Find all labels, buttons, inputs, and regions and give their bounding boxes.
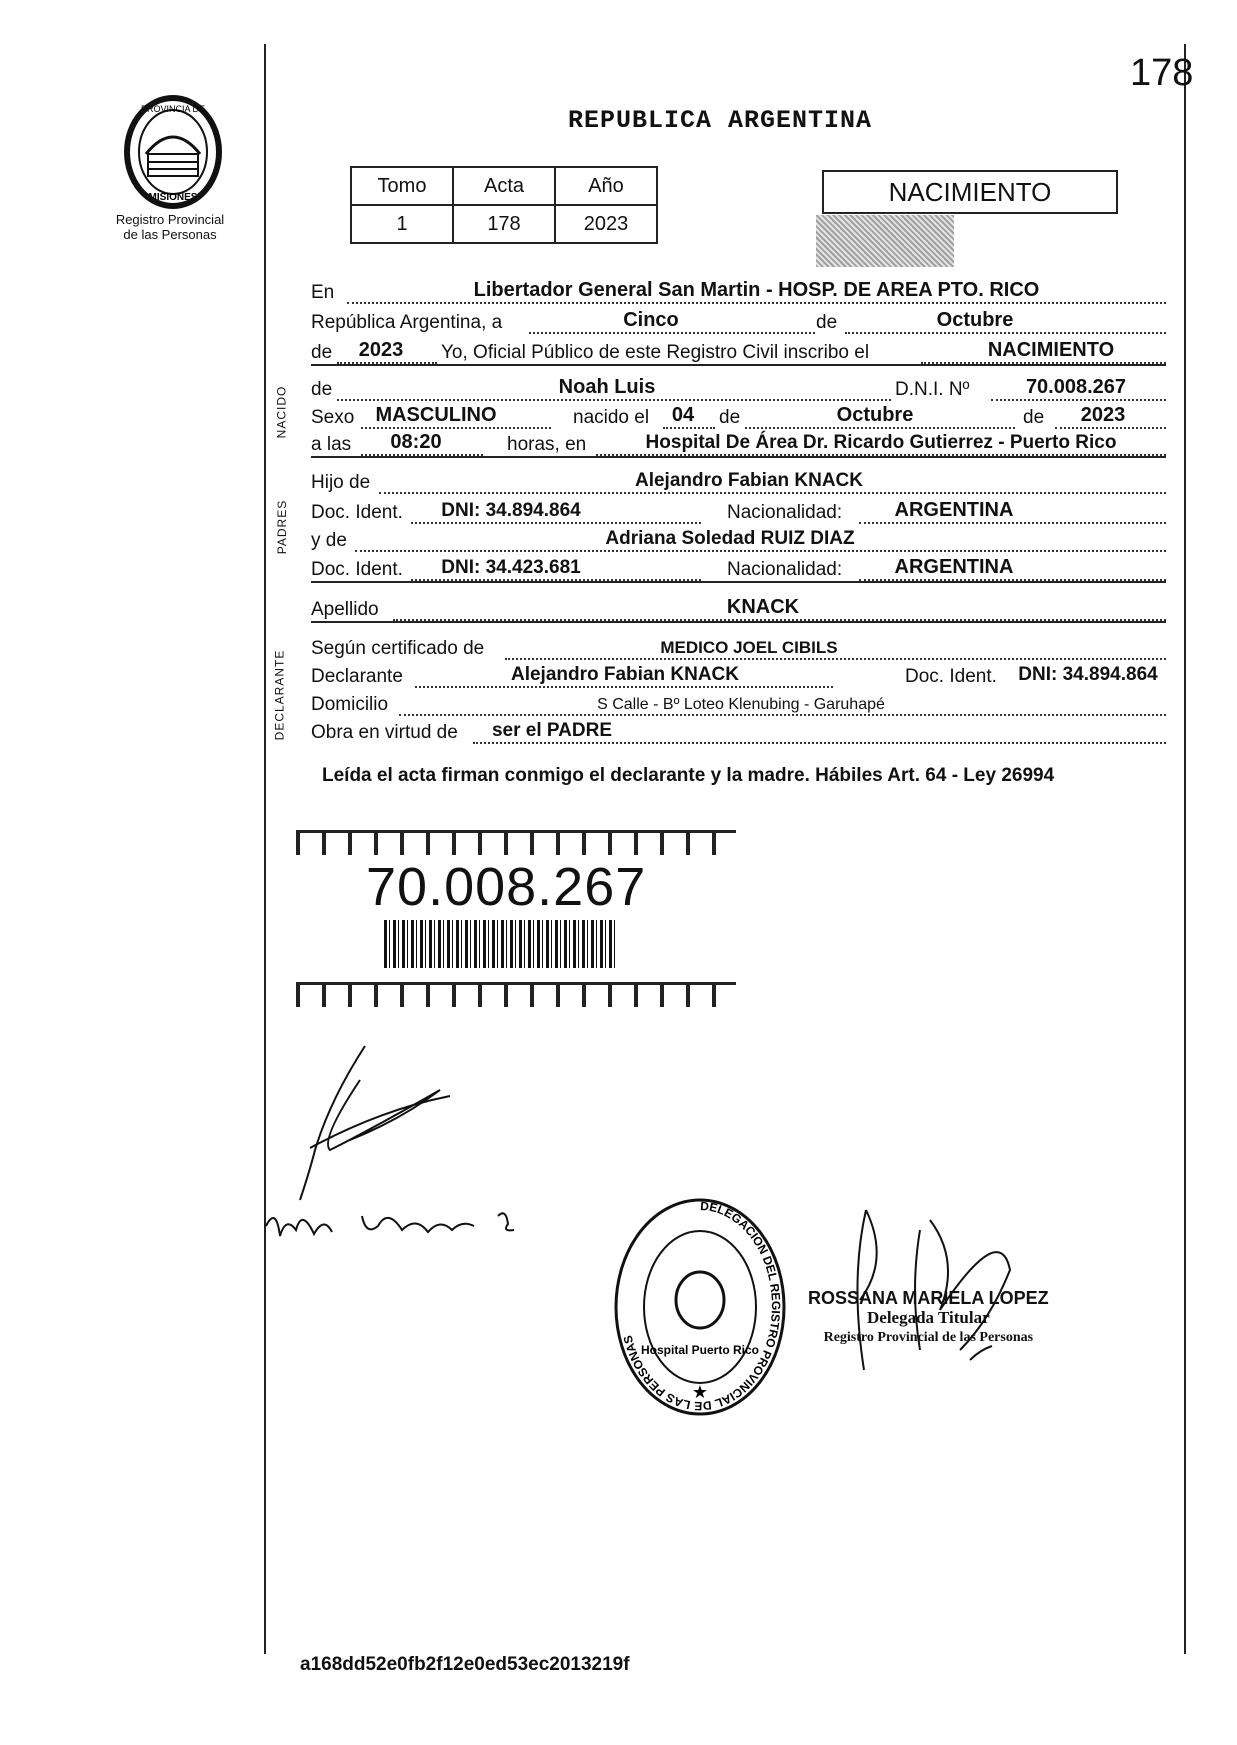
logo-bottom-text: MISIONES	[148, 192, 198, 203]
day-words-value: Cinco	[623, 309, 679, 331]
mother-signature	[262, 1196, 532, 1266]
label-sexo: Sexo	[311, 407, 355, 428]
inscribed-type-value: NACIMIENTO	[987, 339, 1115, 361]
id-barcode	[384, 920, 616, 968]
value-acta: 178	[453, 205, 555, 243]
place-value: Libertador General San Martin - HOSP. DE AREA PTO. RICO	[473, 279, 1040, 301]
label-doc-ident-3: Doc. Ident.	[905, 666, 997, 687]
label-segun-certificado: Según certificado de	[311, 638, 485, 659]
surname-value: KNACK	[726, 596, 800, 618]
row-declarant-role	[311, 720, 1166, 746]
label-domicilio: Domicilio	[311, 694, 389, 715]
row-child-name	[311, 377, 1166, 403]
notes-text: Leída el acta firman conmigo el declarante y la madre. Hábiles Art. 64 - Ley 26994	[322, 765, 1055, 786]
security-stamp	[816, 215, 954, 267]
label-nacionalidad-2: Nacionalidad:	[727, 559, 843, 580]
right-margin-line	[1184, 44, 1186, 1654]
sex-value: MASCULINO	[375, 404, 497, 426]
row-time-place	[311, 432, 1166, 458]
father-nationality-value: ARGENTINA	[894, 499, 1014, 521]
row-en	[311, 280, 1166, 306]
label-de-3: de	[311, 379, 333, 400]
label-a-las: a las	[311, 434, 352, 455]
record-table-header	[351, 167, 657, 205]
row-sex	[311, 405, 1166, 431]
label-hijo-de: Hijo de	[311, 472, 371, 493]
record-table	[350, 166, 658, 244]
side-label-nacido: NACIDO	[274, 385, 289, 439]
official-seal	[612, 1196, 788, 1418]
mother-nationality-value: ARGENTINA	[894, 556, 1014, 578]
father-signature	[290, 1040, 460, 1210]
row-declarant	[311, 664, 1166, 690]
label-obra-en-virtud: Obra en virtud de	[311, 722, 458, 743]
birth-place-value: Hospital De Área Dr. Ricardo Gutierrez - Puerto Rico	[645, 432, 1117, 453]
label-yo-oficial: Yo, Oficial Público de este Registro Civil inscribo el	[441, 342, 870, 363]
row-address	[311, 692, 1166, 718]
row-mother	[311, 528, 1166, 554]
record-type-box: NACIMIENTO	[822, 170, 1118, 214]
official-title: Delegada Titular	[867, 1308, 990, 1327]
header-tomo: Tomo	[351, 167, 453, 205]
mother-doc-value: DNI: 34.423.681	[441, 557, 581, 578]
label-nacionalidad-1: Nacionalidad:	[727, 502, 843, 523]
label-en: En	[311, 282, 335, 303]
declarant-role-value: ser el PADRE	[491, 720, 613, 741]
label-dni: D.N.I. Nº	[895, 379, 970, 400]
seal-inner-text: Hospital Puerto Rico	[640, 1343, 760, 1357]
label-doc-ident-1: Doc. Ident.	[311, 502, 403, 523]
row-republica	[311, 310, 1166, 336]
label-de-1: de	[816, 312, 838, 333]
birth-month-value: Octubre	[836, 404, 914, 426]
birth-year-value: 2023	[1080, 404, 1126, 426]
row-inscribe	[311, 340, 1166, 366]
record-table-values	[351, 205, 657, 243]
logo-caption: Registro Provincial de las Personas	[115, 212, 225, 242]
month-value: Octubre	[936, 309, 1014, 331]
declarant-value: Alejandro Fabian KNACK	[510, 664, 740, 685]
logo-top-text: PROVINCIA DE	[140, 104, 206, 114]
time-value: 08:20	[390, 431, 442, 453]
birth-day-value: 04	[671, 404, 695, 426]
side-label-declarante: DECLARANTE	[272, 649, 287, 741]
row-father-doc	[311, 500, 1166, 526]
svg-text:★: ★	[691, 1382, 709, 1403]
address-value: S Calle - Bº Loteo Klenubing - Garuhapé	[597, 696, 885, 713]
mother-name-value: Adriana Soledad RUIZ DIAZ	[605, 528, 855, 549]
label-y-de: y de	[311, 530, 347, 551]
value-tomo: 1	[351, 205, 453, 243]
header-acta: Acta	[453, 167, 555, 205]
official-name: ROSSANA MARIELA LOPEZ	[808, 1288, 1049, 1308]
row-certificate	[311, 636, 1166, 662]
id-number: 70.008.267	[366, 857, 647, 917]
row-father	[311, 470, 1166, 496]
row-surname	[311, 597, 1166, 623]
label-horas-en: horas, en	[507, 434, 587, 455]
seal-ring-text: DELEGACION DEL REGISTRO PROVINCIAL DE LAS PERSONAS	[620, 1198, 783, 1414]
declarant-doc-value: DNI: 34.894.864	[1018, 664, 1158, 685]
dni-value: 70.008.267	[1025, 376, 1127, 398]
header-ano: Año	[555, 167, 657, 205]
side-label-padres: PADRES	[275, 499, 290, 555]
province-shield-logo	[118, 92, 228, 210]
label-doc-ident-2: Doc. Ident.	[311, 559, 403, 580]
page-number: 178	[1130, 52, 1194, 94]
official-office: Registro Provincial de las Personas	[823, 1330, 1034, 1345]
certificate-value: MEDICO JOEL CIBILS	[660, 638, 838, 657]
label-nacido-el: nacido el	[573, 407, 650, 428]
id-label-band-top	[296, 830, 736, 855]
value-ano: 2023	[555, 205, 657, 243]
id-label-band-bottom	[296, 982, 736, 1007]
page-title: REPUBLICA ARGENTINA	[567, 106, 873, 135]
father-doc-value: DNI: 34.894.864	[441, 500, 581, 521]
label-de-4: de	[719, 407, 741, 428]
label-de-2: de	[311, 342, 333, 363]
year-value: 2023	[358, 339, 404, 361]
label-republica: República Argentina, a	[311, 312, 503, 333]
official-info	[808, 1288, 1049, 1348]
label-declarante: Declarante	[311, 666, 403, 687]
left-margin-line	[264, 44, 266, 1654]
child-name-value: Noah Luis	[558, 376, 656, 398]
row-mother-doc	[311, 557, 1166, 583]
label-de-5: de	[1023, 407, 1045, 428]
father-name-value: Alejandro Fabian KNACK	[634, 470, 864, 491]
label-apellido: Apellido	[311, 599, 379, 620]
document-hash: a168dd52e0fb2f12e0ed53ec2013219f	[300, 1654, 630, 1675]
